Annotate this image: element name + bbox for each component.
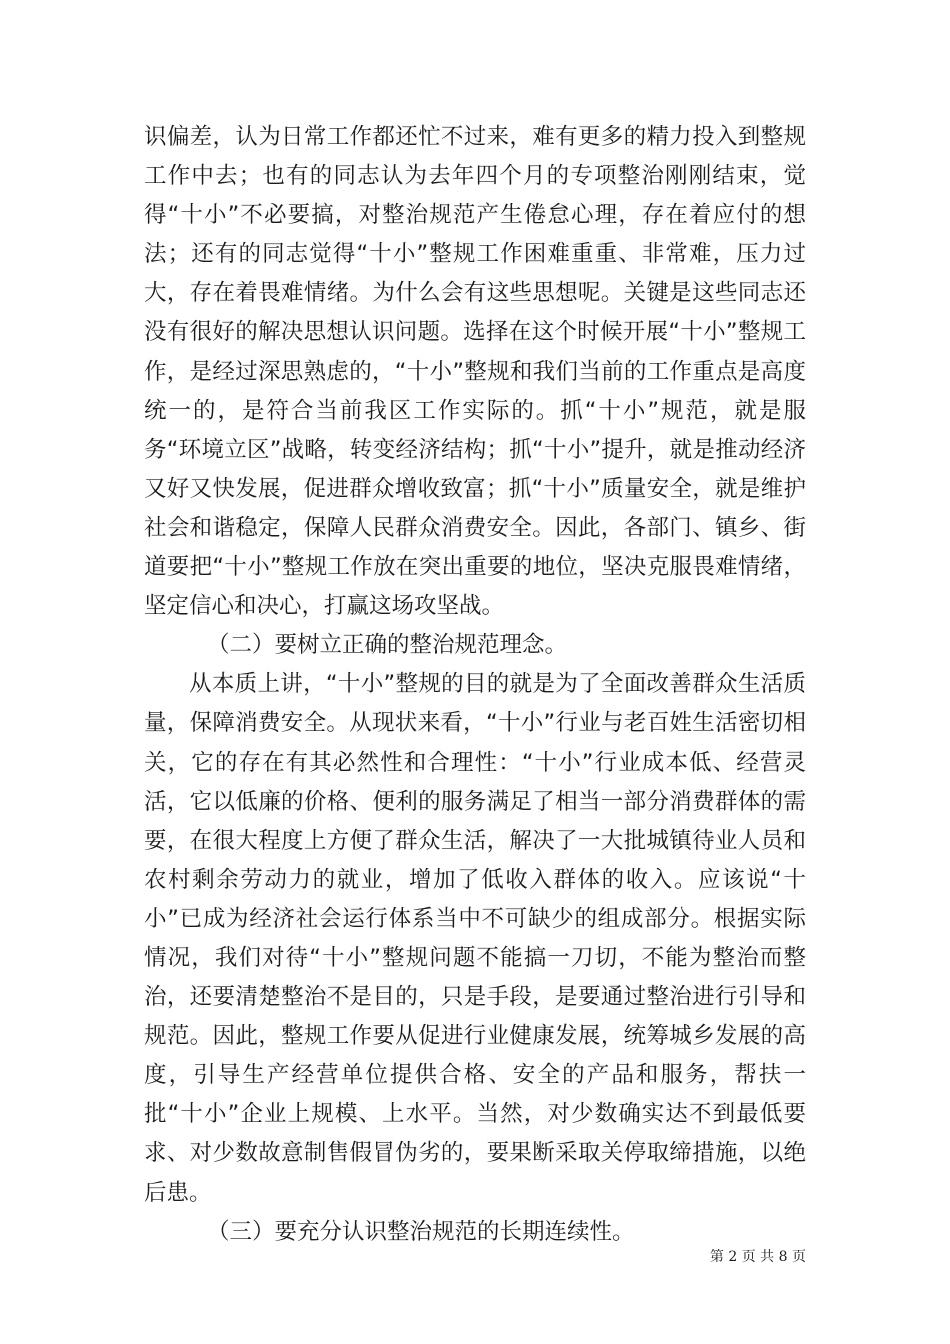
section-heading-2: （二）要树立正确的整治规范理念。 (207, 632, 568, 659)
section-heading-3: （三）要充分认识整治规范的长期连续性。 (207, 1218, 635, 1245)
paragraph-body: 从本质上讲，“十小”整规的目的就是为了全面改善群众生活质量，保障消费安全。从现状来看，“十小”行业与老百姓生活密切相关，它的存在有其必然性和合理性：“十小”行业成本低、经营灵活，它以低廉的价格、便利的服务满足了相当一部分消费群体的需要，在很大程度上方便了群众生活，解决了一大批城镇待业人员和农村剩余劳动力的就业，增加了低收入群体的收入。应该说“十小”已成为经济社会运行体系当中不可缺少的组成部分。根据实际情况，我们对待“十小”整规问题不能搞一刀切，不能为整治而整治，还要清楚整治不是目的，只是手段，是要通过整治进行引导和规范。因此，整规工作要从促进行业健康发展，统筹城乡发展的高度，引导生产经营单位提供合格、安全的产品和服务，帮扶一批“十小”企业上规模、上水平。当然，对少数确实达不到最低要求、对少数故意制售假冒伪劣的，要果断采取关停取缔措施，以绝后患。 (144, 671, 806, 1206)
page-number-footer: 第 2 页 共 8 页 (709, 1249, 806, 1265)
document-body (144, 118, 806, 1252)
paragraph-continuation: 识偏差，认为日常工作都还忙不过来，难有更多的精力投入到整规工作中去；也有的同志认为去年四个月的专项整治刚刚结束，觉得“十小”不必要搞，对整治规范产生倦怠心理，存在着应付的想法；还有的同志觉得“十小”整规工作困难重重、非常难，压力过大，存在着畏难情绪。为什么会有这些思想呢。关键是这些同志还没有很好的解决思想认识问题。选择在这个时候开展“十小”整规工作，是经过深思熟虑的，“十小”整规和我们当前的工作重点是高度统一的，是符合当前我区工作实际的。抓“十小”规范，就是服务“环境立区”战略，转变经济结构；抓“十小”提升，就是推动经济又好又快发展，促进群众增收致富；抓“十小”质量安全，就是维护社会和谐稳定，保障人民群众消费安全。因此，各部门、镇乡、街道要把“十小”整规工作放在突出重要的地位，坚决克服畏难情绪，坚定信心和决心，打赢这场攻坚战。 (144, 124, 806, 620)
